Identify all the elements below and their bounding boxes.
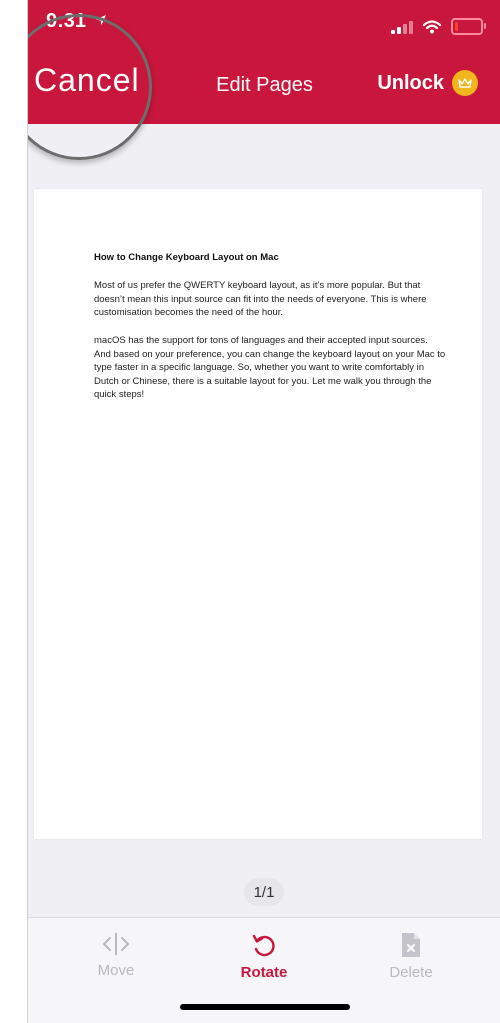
page-title: Edit Pages bbox=[216, 74, 313, 96]
app-screen bbox=[27, 0, 500, 1023]
status-icons bbox=[391, 18, 483, 35]
home-indicator bbox=[180, 1004, 350, 1010]
delete-label: Delete bbox=[389, 964, 433, 981]
status-time bbox=[46, 10, 107, 33]
wifi-icon bbox=[423, 20, 441, 34]
document-paragraph: Most of us prefer the QWERTY keyboard layout, as it’s more popular. But that doesn’t mean this input source can fit into the needs of everyone. This is where customisation becomes the need of the hour. bbox=[94, 280, 427, 318]
document-paragraph: macOS has the support for tons of languages and their accepted input sources. And based on your preference, you can change the keyboard layout on your Mac to type faster in a specific language. So, whether you want to write comfortably in Dutch or Chinese, there is a suitable layout for you. Let me walk you through the quick steps! bbox=[94, 335, 446, 400]
location-arrow-icon bbox=[95, 14, 107, 26]
crown-icon bbox=[452, 70, 478, 96]
battery-icon bbox=[451, 18, 483, 35]
page-counter: 1/1 bbox=[244, 878, 284, 906]
rotate-button[interactable] bbox=[219, 932, 309, 981]
status-time-text: 9:31 bbox=[46, 10, 87, 32]
delete-button[interactable] bbox=[366, 932, 456, 981]
signal-icon bbox=[391, 20, 413, 34]
unlock-label: Unlock bbox=[377, 71, 444, 94]
move-button[interactable] bbox=[71, 932, 161, 979]
rotate-icon bbox=[249, 932, 279, 958]
delete-page-icon bbox=[400, 932, 422, 958]
unlock-button[interactable] bbox=[377, 70, 478, 96]
navigation-header bbox=[28, 0, 500, 124]
cancel-button[interactable]: Cancel bbox=[34, 62, 140, 98]
document-page[interactable] bbox=[34, 189, 482, 839]
move-icon bbox=[101, 932, 131, 956]
document-heading: How to Change Keyboard Layout on Mac bbox=[94, 252, 279, 263]
move-label: Move bbox=[97, 962, 135, 979]
rotate-label: Rotate bbox=[240, 964, 288, 981]
